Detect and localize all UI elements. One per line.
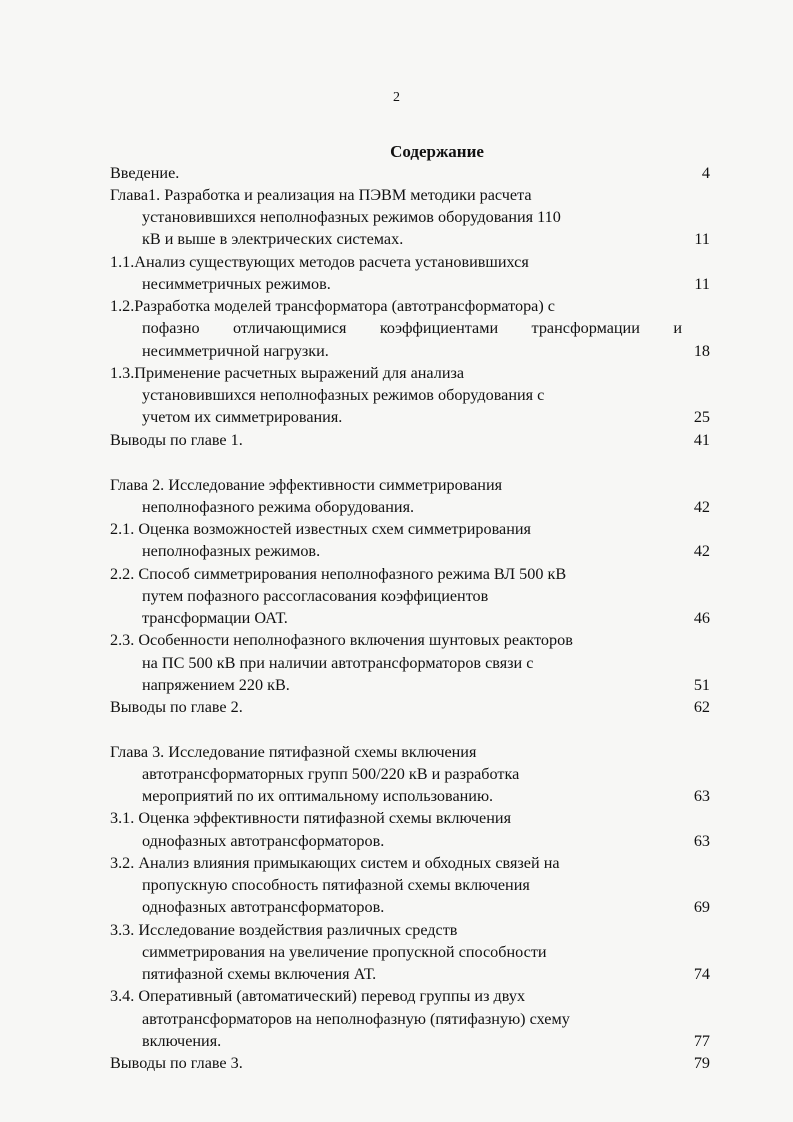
toc-entry-page: 41	[693, 431, 710, 449]
toc-entry-text: учетом их симметрирования.	[142, 408, 343, 426]
toc-entry-text: Глава 3. Исследование пятифазной схемы включения	[110, 743, 477, 761]
toc-entry-text: 3.3. Исследование воздействия различных средств	[110, 921, 458, 939]
toc-entry-text: неполнофазного режима оборудования.	[142, 498, 415, 516]
toc-entry-page: 11	[694, 275, 710, 293]
toc-entry-page: 63	[693, 832, 710, 850]
page-title: Содержание	[390, 142, 484, 161]
toc-entry-page: 63	[693, 787, 710, 805]
toc-entry-text: мероприятий по их оптимальному использованию.	[142, 787, 494, 805]
toc-entry-page: 18	[693, 342, 710, 360]
toc-entry-text: путем пофазного рассогласования коэффициентов	[142, 587, 489, 605]
toc-entry-text: несимметричной нагрузки.	[142, 342, 329, 360]
toc-entry-text: 3.4. Оперативный (автоматический) перевод группы из двух	[110, 987, 526, 1005]
toc-entry-text: трансформации ОАТ.	[142, 609, 288, 627]
toc-entry-text: 2.2. Способ симметрирования неполнофазного режима ВЛ 500 кВ	[110, 565, 567, 583]
toc-entry-text: Введение.	[110, 164, 180, 182]
toc-entry-text: пятифазной схемы включения АТ.	[142, 965, 377, 983]
toc-entry-text: Выводы по главе 3.	[110, 1054, 243, 1072]
toc-entry-text: автотрансформаторов на неполнофазную (пятифазную) схему	[142, 1010, 570, 1028]
toc-entry-text: Глава1. Разработка и реализация на ПЭВМ методики расчета	[110, 186, 532, 204]
toc-entry-text: автотрансформаторных групп 500/220 кВ и разработка	[142, 765, 520, 783]
toc-entry-text: симметрирования на увеличение пропускной способности	[142, 943, 547, 961]
toc-entry-text: несимметричных режимов.	[142, 275, 331, 293]
toc-entry-text: 2.3. Особенности неполнофазного включения шунтовых реакторов	[110, 631, 573, 649]
toc-entry-page: 46	[693, 609, 710, 627]
toc-entry-text: 2.1. Оценка возможностей известных схем симметрирования	[110, 520, 531, 538]
toc-entry-text: на ПС 500 кВ при наличии автотрансформаторов связи с	[142, 654, 534, 672]
toc-entry-text: кВ и выше в электрических системах.	[142, 230, 404, 248]
toc-entry-page: 42	[693, 542, 710, 560]
toc-entry-page: 74	[693, 965, 710, 983]
toc-entry-page: 51	[693, 676, 710, 694]
toc-entry-text: однофазных автотрансформаторов.	[142, 898, 385, 916]
toc-entry-page: 62	[693, 698, 710, 716]
toc-entry-text: 3.1. Оценка эффективности пятифазной схемы включения	[110, 809, 512, 827]
toc-entry-text: включения.	[142, 1032, 222, 1050]
toc-entry-text: пофазно отличающимися коэффициентами трансформации и	[142, 319, 682, 337]
toc-entry-text: Выводы по главе 1.	[110, 431, 243, 449]
toc-entry-text: пропускную способность пятифазной схемы включения	[142, 876, 530, 894]
page-number: 2	[393, 90, 400, 105]
toc-entry-text: Выводы по главе 2.	[110, 698, 243, 716]
toc-entry-page: 42	[693, 498, 710, 516]
toc-entry-page: 79	[693, 1054, 710, 1072]
toc-entry-text: 3.2. Анализ влияния примыкающих систем и обходных связей на	[110, 854, 560, 872]
toc-entry-page: 4	[701, 164, 710, 182]
toc-entry-text: 1.2.Разработка моделей трансформатора (автотрансформатора) с	[110, 297, 555, 315]
toc-entry-text: установившихся неполнофазных режимов оборудования с	[142, 386, 545, 404]
toc-entry-page: 77	[693, 1032, 710, 1050]
toc-entry-text: 1.1.Анализ существующих методов расчета установившихся	[110, 253, 529, 271]
toc-entry-text: однофазных автотрансформаторов.	[142, 832, 385, 850]
toc-entry-text: неполнофазных режимов.	[142, 542, 321, 560]
toc-entry-text: напряжением 220 кВ.	[142, 676, 290, 694]
toc-entry-text: 1.3.Применение расчетных выражений для анализа	[110, 364, 465, 382]
toc-entry-text: установившихся неполнофазных режимов оборудования 110	[142, 208, 561, 226]
toc-entry-page: 69	[693, 898, 710, 916]
toc-entry-text: Глава 2. Исследование эффективности симметрирования	[110, 476, 503, 494]
toc-entry-page: 25	[693, 408, 710, 426]
toc-entry-page: 11	[694, 230, 710, 248]
